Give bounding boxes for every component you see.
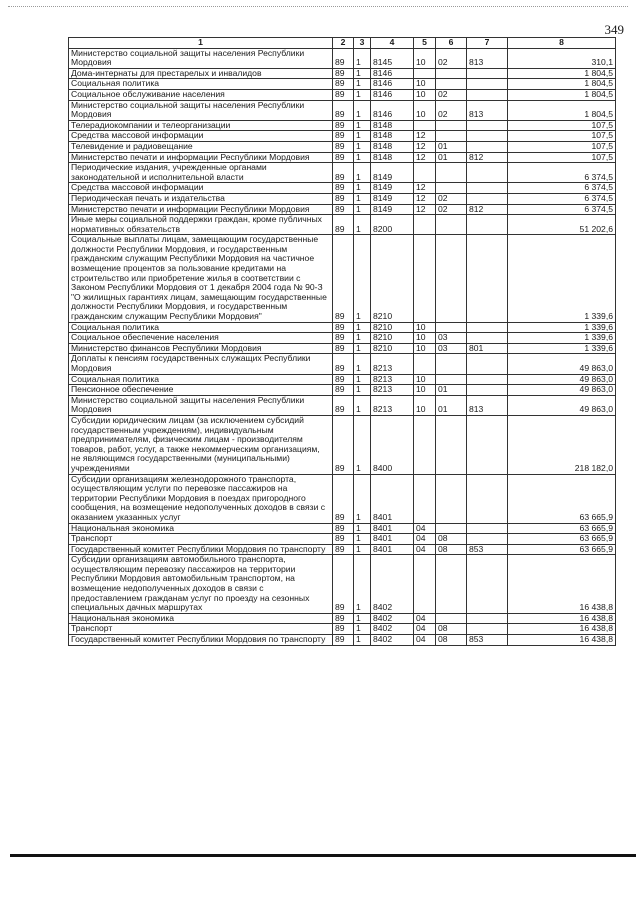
row-col-3: 1: [354, 333, 371, 344]
row-ministry: [467, 79, 508, 90]
row-code: 8148: [371, 141, 414, 152]
row-col-3: 1: [354, 204, 371, 215]
row-col-2: 89: [333, 79, 354, 90]
table-row: [69, 343, 616, 354]
row-col-2: 89: [333, 89, 354, 100]
row-amount: 6 374,5: [508, 193, 616, 204]
row-subsection: [436, 555, 467, 614]
table-row: [69, 68, 616, 79]
row-amount: 63 665,9: [508, 534, 616, 545]
row-amount: 310,1: [508, 48, 616, 68]
row-col-3: 1: [354, 385, 371, 396]
row-ministry: [467, 374, 508, 385]
row-subsection: [436, 322, 467, 333]
row-subsection: 03: [436, 343, 467, 354]
row-subsection: 02: [436, 204, 467, 215]
header-cell: 1: [69, 38, 333, 49]
row-amount: 6 374,5: [508, 163, 616, 183]
row-code: 8149: [371, 204, 414, 215]
row-col-2: 89: [333, 235, 354, 322]
row-section: 10: [414, 343, 436, 354]
row-section: [414, 68, 436, 79]
row-ministry: 813: [467, 395, 508, 415]
row-name: Субсидии организациям железнодорожного транспорта, осуществляющим услуги по перевозке пассажиров на территории Республики Мордовия в поездах пригородного сообщения, на возмещение недополученных доходов в связи с оказанием указанных услуг: [69, 474, 333, 523]
row-section: [414, 415, 436, 474]
table-row: [69, 131, 616, 142]
header-row: [69, 38, 616, 49]
row-name: Телерадиокомпании и телеорганизации: [69, 120, 333, 131]
row-section: 04: [414, 624, 436, 635]
row-subsection: 08: [436, 544, 467, 555]
row-code: 8200: [371, 215, 414, 235]
row-ministry: [467, 385, 508, 396]
row-amount: 107,5: [508, 141, 616, 152]
row-col-3: 1: [354, 193, 371, 204]
row-code: 8213: [371, 385, 414, 396]
row-subsection: [436, 163, 467, 183]
row-name: Средства массовой информации: [69, 183, 333, 194]
row-section: [414, 474, 436, 523]
table-row: [69, 534, 616, 545]
row-name: Средства массовой информации: [69, 131, 333, 142]
row-code: 8148: [371, 120, 414, 131]
row-amount: 1 339,6: [508, 333, 616, 344]
row-ministry: [467, 322, 508, 333]
row-ministry: [467, 534, 508, 545]
table-row: [69, 624, 616, 635]
row-code: 8148: [371, 152, 414, 163]
row-name: Социальная политика: [69, 374, 333, 385]
row-name: Пенсионное обеспечение: [69, 385, 333, 396]
row-section: 10: [414, 395, 436, 415]
row-subsection: [436, 183, 467, 194]
row-section: 10: [414, 385, 436, 396]
row-amount: 107,5: [508, 131, 616, 142]
row-subsection: [436, 374, 467, 385]
row-subsection: 02: [436, 193, 467, 204]
row-col-3: 1: [354, 415, 371, 474]
row-amount: 1 804,5: [508, 89, 616, 100]
row-ministry: [467, 474, 508, 523]
row-amount: 218 182,0: [508, 415, 616, 474]
row-ministry: 813: [467, 48, 508, 68]
row-subsection: [436, 131, 467, 142]
table-row: [69, 395, 616, 415]
row-subsection: 08: [436, 635, 467, 646]
row-code: 8146: [371, 79, 414, 90]
row-section: 10: [414, 322, 436, 333]
row-name: Министерство финансов Республики Мордовия: [69, 343, 333, 354]
row-col-2: 89: [333, 395, 354, 415]
row-name: Социальное обслуживание населения: [69, 89, 333, 100]
row-code: 8402: [371, 635, 414, 646]
row-code: 8402: [371, 613, 414, 624]
row-col-2: 89: [333, 354, 354, 374]
row-col-3: 1: [354, 89, 371, 100]
row-amount: 16 438,8: [508, 635, 616, 646]
row-section: [414, 555, 436, 614]
table-row: [69, 474, 616, 523]
row-name: Социальные выплаты лицам, замещающим государственные должности Республики Мордовия, и государственным гражданским служащим Республики Мордовия на частичное возмещение процентов за пользование кредитами на строительство или приобретение жилья в соответствии с Законом Республики Мордовия от 1 декабря 2004 года № 90-З "О жилищных гарантиях лицам, замещающим государственные должности Республики Мордовия, и государственным гражданским служащим Республики Мордовия": [69, 235, 333, 322]
row-col-2: 89: [333, 544, 354, 555]
page-number: 349: [604, 22, 624, 37]
row-name: Субсидии юридическим лицам (за исключением субсидий государственным учреждениям), индивидуальным предпринимателям, физическим лицам - производителям товаров, работ, услуг, а также некоммерческим организациям, не являющимся государственными (муниципальными) учреждениями: [69, 415, 333, 474]
row-amount: 16 438,8: [508, 613, 616, 624]
row-name: Периодическая печать и издательства: [69, 193, 333, 204]
row-col-3: 1: [354, 152, 371, 163]
row-col-2: 89: [333, 68, 354, 79]
row-code: 8401: [371, 474, 414, 523]
row-col-2: 89: [333, 555, 354, 614]
row-name: Иные меры социальной поддержки граждан, кроме публичных нормативных обязательств: [69, 215, 333, 235]
row-col-2: 89: [333, 193, 354, 204]
row-col-2: 89: [333, 322, 354, 333]
table-row: [69, 183, 616, 194]
header-cell: 7: [467, 38, 508, 49]
row-ministry: [467, 163, 508, 183]
row-section: 10: [414, 79, 436, 90]
table-row: [69, 333, 616, 344]
row-name: Транспорт: [69, 534, 333, 545]
row-name: Транспорт: [69, 624, 333, 635]
row-code: 8401: [371, 544, 414, 555]
table-row: [69, 235, 616, 322]
row-col-2: 89: [333, 613, 354, 624]
row-amount: 1 804,5: [508, 79, 616, 90]
row-amount: 63 665,9: [508, 523, 616, 534]
row-amount: 51 202,6: [508, 215, 616, 235]
row-code: 8210: [371, 343, 414, 354]
row-col-2: 89: [333, 385, 354, 396]
table-row: [69, 193, 616, 204]
table-row: [69, 635, 616, 646]
row-ministry: [467, 89, 508, 100]
row-col-3: 1: [354, 163, 371, 183]
row-col-2: 89: [333, 343, 354, 354]
row-section: 12: [414, 193, 436, 204]
budget-table: [68, 37, 616, 646]
row-ministry: [467, 215, 508, 235]
row-ministry: 813: [467, 100, 508, 120]
row-subsection: 02: [436, 89, 467, 100]
row-section: 12: [414, 131, 436, 142]
row-col-3: 1: [354, 523, 371, 534]
row-subsection: 02: [436, 48, 467, 68]
table-row: [69, 48, 616, 68]
row-col-2: 89: [333, 215, 354, 235]
row-subsection: [436, 354, 467, 374]
row-section: 12: [414, 204, 436, 215]
row-col-2: 89: [333, 131, 354, 142]
row-col-2: 89: [333, 48, 354, 68]
row-section: 10: [414, 374, 436, 385]
row-section: [414, 163, 436, 183]
scan-bottom-rule: [10, 854, 636, 857]
row-amount: 63 665,9: [508, 544, 616, 555]
row-subsection: [436, 415, 467, 474]
row-subsection: 01: [436, 141, 467, 152]
row-col-2: 89: [333, 204, 354, 215]
row-section: [414, 354, 436, 374]
row-name: Министерство печати и информации Республики Мордовия: [69, 204, 333, 215]
row-amount: 1 804,5: [508, 100, 616, 120]
row-amount: 107,5: [508, 120, 616, 131]
row-ministry: [467, 333, 508, 344]
row-section: [414, 235, 436, 322]
row-col-3: 1: [354, 395, 371, 415]
row-ministry: 812: [467, 152, 508, 163]
row-subsection: 02: [436, 100, 467, 120]
row-name: Субсидии организациям автомобильного транспорта, осуществляющим перевозку пассажиров на территории Республики Мордовия автомобильным транспортом, на возмещение недополученных доходов в связи с предоставлением гражданам услуг по проезду на сезонных специальных дачных маршрутах: [69, 555, 333, 614]
row-subsection: 08: [436, 624, 467, 635]
table-row: [69, 544, 616, 555]
scan-top-border: [8, 6, 628, 7]
row-amount: 49 863,0: [508, 374, 616, 385]
row-name: Телевидение и радиовещание: [69, 141, 333, 152]
row-code: 8401: [371, 523, 414, 534]
row-col-3: 1: [354, 100, 371, 120]
table-row: [69, 415, 616, 474]
row-section: 04: [414, 635, 436, 646]
row-col-2: 89: [333, 141, 354, 152]
row-code: 8146: [371, 100, 414, 120]
row-col-3: 1: [354, 322, 371, 333]
table-row: [69, 204, 616, 215]
row-section: 12: [414, 152, 436, 163]
row-section: 04: [414, 544, 436, 555]
row-ministry: 801: [467, 343, 508, 354]
row-col-3: 1: [354, 624, 371, 635]
table-row: [69, 152, 616, 163]
row-subsection: 08: [436, 534, 467, 545]
row-section: 04: [414, 523, 436, 534]
row-section: [414, 120, 436, 131]
row-subsection: [436, 613, 467, 624]
row-section: 12: [414, 183, 436, 194]
row-ministry: [467, 141, 508, 152]
header-cell: 2: [333, 38, 354, 49]
row-amount: 107,5: [508, 152, 616, 163]
row-code: 8402: [371, 555, 414, 614]
row-amount: 49 863,0: [508, 385, 616, 396]
table-row: [69, 141, 616, 152]
table-row: [69, 374, 616, 385]
row-code: 8210: [371, 235, 414, 322]
row-col-3: 1: [354, 635, 371, 646]
row-subsection: 01: [436, 152, 467, 163]
row-ministry: [467, 183, 508, 194]
table-row: [69, 215, 616, 235]
row-col-2: 89: [333, 415, 354, 474]
row-col-2: 89: [333, 163, 354, 183]
row-code: 8402: [371, 624, 414, 635]
row-col-2: 89: [333, 100, 354, 120]
table-row: [69, 385, 616, 396]
row-name: Национальная экономика: [69, 523, 333, 534]
row-name: Дома-интернаты для престарелых и инвалидов: [69, 68, 333, 79]
row-name: Периодические издания, учрежденные органами законодательной и исполнительной власти: [69, 163, 333, 183]
row-col-3: 1: [354, 120, 371, 131]
row-amount: 1 339,6: [508, 235, 616, 322]
row-subsection: [436, 79, 467, 90]
table-row: [69, 613, 616, 624]
table-row: [69, 89, 616, 100]
row-ministry: [467, 235, 508, 322]
row-code: 8213: [371, 374, 414, 385]
row-code: 8149: [371, 163, 414, 183]
row-subsection: 01: [436, 395, 467, 415]
row-ministry: [467, 120, 508, 131]
row-section: 04: [414, 534, 436, 545]
row-name: Министерство социальной защиты населения Республики Мордовия: [69, 100, 333, 120]
row-code: 8146: [371, 68, 414, 79]
row-col-3: 1: [354, 613, 371, 624]
row-code: 8213: [371, 354, 414, 374]
row-subsection: [436, 215, 467, 235]
row-subsection: [436, 523, 467, 534]
row-subsection: [436, 68, 467, 79]
row-col-3: 1: [354, 79, 371, 90]
row-col-2: 89: [333, 374, 354, 385]
row-subsection: [436, 474, 467, 523]
row-code: 8213: [371, 395, 414, 415]
row-col-3: 1: [354, 544, 371, 555]
row-amount: 16 438,8: [508, 624, 616, 635]
row-code: 8210: [371, 333, 414, 344]
table-row: [69, 163, 616, 183]
row-ministry: [467, 624, 508, 635]
row-col-3: 1: [354, 343, 371, 354]
row-name: Национальная экономика: [69, 613, 333, 624]
row-name: Министерство социальной защиты населения Республики Мордовия: [69, 395, 333, 415]
row-ministry: [467, 68, 508, 79]
row-name: Министерство социальной защиты населения Республики Мордовия: [69, 48, 333, 68]
row-ministry: 853: [467, 635, 508, 646]
row-amount: 49 863,0: [508, 354, 616, 374]
row-col-3: 1: [354, 183, 371, 194]
row-col-2: 89: [333, 120, 354, 131]
row-subsection: 03: [436, 333, 467, 344]
row-ministry: [467, 193, 508, 204]
row-amount: 6 374,5: [508, 204, 616, 215]
row-col-3: 1: [354, 141, 371, 152]
row-section: 10: [414, 333, 436, 344]
row-subsection: [436, 235, 467, 322]
row-amount: 16 438,8: [508, 555, 616, 614]
row-ministry: 853: [467, 544, 508, 555]
table-row: [69, 120, 616, 131]
row-section: 10: [414, 100, 436, 120]
row-col-3: 1: [354, 534, 371, 545]
row-section: 12: [414, 141, 436, 152]
row-col-2: 89: [333, 474, 354, 523]
row-col-3: 1: [354, 48, 371, 68]
row-subsection: 01: [436, 385, 467, 396]
row-name: Социальное обеспечение населения: [69, 333, 333, 344]
row-col-2: 89: [333, 635, 354, 646]
row-col-3: 1: [354, 354, 371, 374]
row-amount: 1 339,6: [508, 322, 616, 333]
row-col-3: 1: [354, 555, 371, 614]
row-code: 8210: [371, 322, 414, 333]
row-section: 10: [414, 89, 436, 100]
row-col-2: 89: [333, 523, 354, 534]
row-ministry: [467, 613, 508, 624]
row-section: [414, 215, 436, 235]
row-section: 04: [414, 613, 436, 624]
header-cell: 4: [371, 38, 414, 49]
row-col-2: 89: [333, 183, 354, 194]
header-cell: 8: [508, 38, 616, 49]
row-amount: 1 339,6: [508, 343, 616, 354]
row-col-3: 1: [354, 68, 371, 79]
row-amount: 49 863,0: [508, 395, 616, 415]
row-name: Социальная политика: [69, 322, 333, 333]
row-col-3: 1: [354, 235, 371, 322]
row-code: 8148: [371, 131, 414, 142]
row-code: 8149: [371, 183, 414, 194]
row-col-2: 89: [333, 333, 354, 344]
row-ministry: 812: [467, 204, 508, 215]
row-ministry: [467, 415, 508, 474]
row-col-3: 1: [354, 474, 371, 523]
row-col-2: 89: [333, 624, 354, 635]
table-row: [69, 354, 616, 374]
row-name: Доплаты к пенсиям государственных служащих Республики Мордовия: [69, 354, 333, 374]
table-row: [69, 555, 616, 614]
row-section: 10: [414, 48, 436, 68]
row-col-3: 1: [354, 215, 371, 235]
table-row: [69, 79, 616, 90]
row-amount: 63 665,9: [508, 474, 616, 523]
row-col-3: 1: [354, 374, 371, 385]
row-name: Министерство печати и информации Республики Мордовия: [69, 152, 333, 163]
table-row: [69, 322, 616, 333]
row-subsection: [436, 120, 467, 131]
row-col-2: 89: [333, 534, 354, 545]
row-name: Государственный комитет Республики Мордовия по транспорту: [69, 635, 333, 646]
table-row: [69, 523, 616, 534]
row-col-3: 1: [354, 131, 371, 142]
row-code: 8146: [371, 89, 414, 100]
table-row: [69, 100, 616, 120]
header-cell: 3: [354, 38, 371, 49]
row-ministry: [467, 523, 508, 534]
header-cell: 5: [414, 38, 436, 49]
row-code: 8400: [371, 415, 414, 474]
row-name: Государственный комитет Республики Мордовия по транспорту: [69, 544, 333, 555]
row-ministry: [467, 131, 508, 142]
row-ministry: [467, 354, 508, 374]
row-ministry: [467, 555, 508, 614]
row-code: 8149: [371, 193, 414, 204]
header-cell: 6: [436, 38, 467, 49]
row-amount: 1 804,5: [508, 68, 616, 79]
row-col-2: 89: [333, 152, 354, 163]
row-code: 8401: [371, 534, 414, 545]
row-code: 8145: [371, 48, 414, 68]
row-name: Социальная политика: [69, 79, 333, 90]
row-amount: 6 374,5: [508, 183, 616, 194]
